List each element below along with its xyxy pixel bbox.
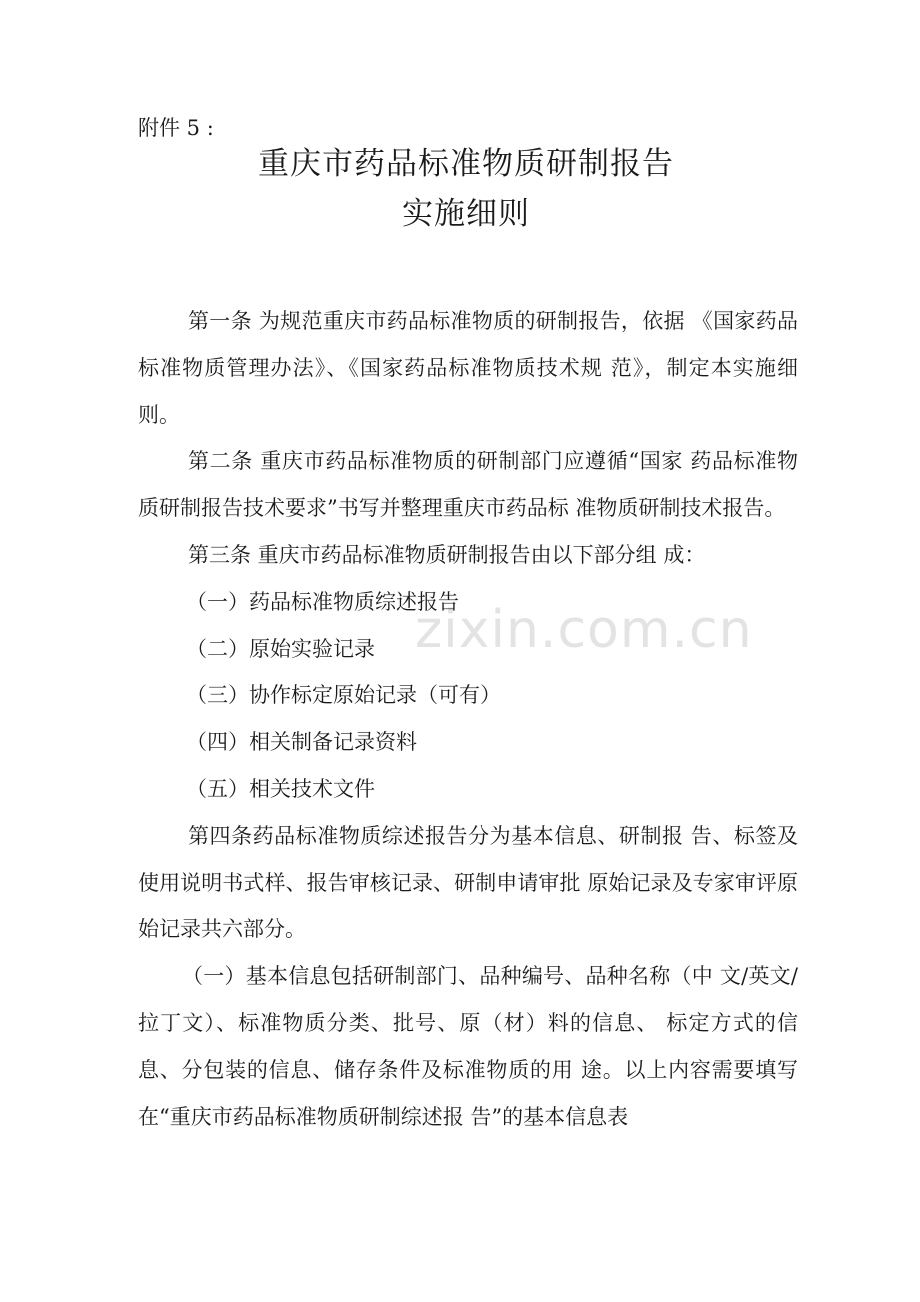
list-item: （三）协作标定原始记录（可有） [186,683,501,708]
article-3: 第三条 重庆市药品标准物质研制报告由以下部分组 成： [188,542,706,567]
document-subtitle: 实施细则 [402,196,530,232]
watermark: zixin.com.cn [415,600,753,660]
document-title: 重庆市药品标准物质研制报告 [258,146,674,182]
document-body [138,298,798,1140]
list-item: （五）相关技术文件 [186,776,375,801]
list-item: （二）原始实验记录 [186,636,375,661]
list-item: （四）相关制备记录资料 [186,730,417,755]
attachment-label: 附件 5 : [138,116,214,140]
article-1: 第一条 为规范重庆市药品标准物质的研制报告，依据 《国家药品标准物质管理办法》、《国家药品标准物质技术规 范》，制定本实施细则。 [138,309,798,427]
sub-clause-1: （一）基本信息包括研制部门、品种编号、品种名称（中 文/英文/拉丁文）、标准物质分类、批号、原（材）料的信息、 标定方式的信息、分包装的信息、储存条件及标准物质的用 途。以上内容需要填写在“重庆市药品标准物质研制综述报 告”的基本信息表 [138,964,798,1129]
list-item: （一）药品标准物质综述报告 [186,589,459,614]
article-4: 第四条药品标准物质综述报告分为基本信息、研制报 告、标签及使用说明书式样、报告审核记录、研制申请审批 原始记录及专家审评原始记录共六部分。 [138,823,798,942]
article-2: 第二条 重庆市药品标准物质的研制部门应遵循“国家 药品标准物质研制报告技术要求”书写并整理重庆市药品标 准物质研制技术报告。 [138,449,798,521]
